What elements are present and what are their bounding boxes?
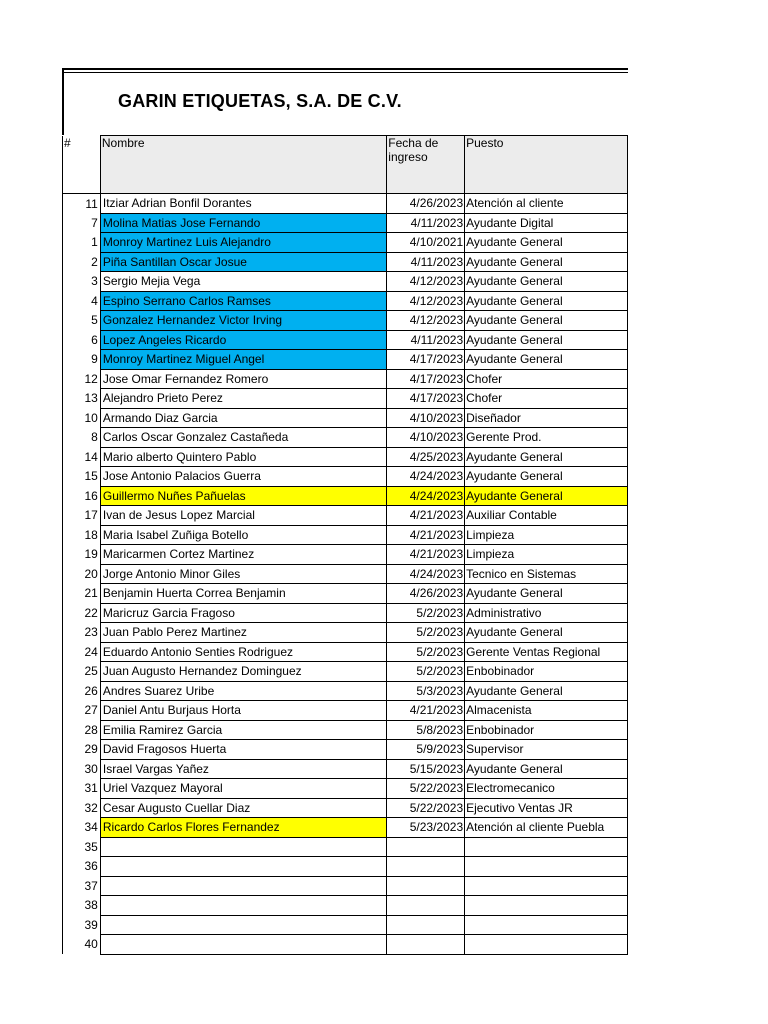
cell-date: 4/21/2023 [387, 545, 465, 565]
cell-role: Chofer [465, 369, 628, 389]
cell-num: 30 [63, 759, 101, 779]
cell-num: 19 [63, 545, 101, 565]
cell-num: 38 [63, 896, 101, 916]
cell-num: 5 [63, 311, 101, 331]
table-row [63, 525, 628, 545]
cell-role: Atención al cliente Puebla [465, 818, 628, 838]
table-row [63, 564, 628, 584]
employee-table [62, 135, 628, 955]
cell-date: 5/2/2023 [387, 623, 465, 643]
cell-date: 4/11/2023 [387, 213, 465, 233]
cell-num: 21 [63, 584, 101, 604]
table-row [63, 311, 628, 331]
cell-name: Israel Vargas Yañez [100, 759, 386, 779]
cell-num: 28 [63, 720, 101, 740]
table-row [63, 857, 628, 877]
table-row [63, 506, 628, 526]
table-row [63, 759, 628, 779]
cell-name: Emilia Ramirez Garcia [100, 720, 386, 740]
cell-name: David Fragosos Huerta [100, 740, 386, 760]
cell-name: Lopez Angeles Ricardo [100, 330, 386, 350]
cell-name: Maricruz Garcia Fragoso [100, 603, 386, 623]
cell-num: 14 [63, 447, 101, 467]
cell-num: 25 [63, 662, 101, 682]
cell-name: Itziar Adrian Bonfil Dorantes [100, 194, 386, 214]
table-row [63, 233, 628, 253]
cell-num: 6 [63, 330, 101, 350]
table-row [63, 330, 628, 350]
cell-num: 1 [63, 233, 101, 253]
table-row [63, 818, 628, 838]
cell-num: 34 [63, 818, 101, 838]
table-row [63, 896, 628, 916]
header-role: Puesto [465, 136, 628, 194]
cell-name: Maricarmen Cortez Martinez [100, 545, 386, 565]
cell-role: Supervisor [465, 740, 628, 760]
cell-date: 5/2/2023 [387, 642, 465, 662]
table-row [63, 623, 628, 643]
cell-date [387, 935, 465, 955]
cell-date: 4/24/2023 [387, 486, 465, 506]
cell-role: Enbobinador [465, 662, 628, 682]
cell-date [387, 857, 465, 877]
cell-num: 39 [63, 915, 101, 935]
table-row [63, 642, 628, 662]
cell-role: Electromecanico [465, 779, 628, 799]
cell-name: Ivan de Jesus Lopez Marcial [100, 506, 386, 526]
cell-date: 4/12/2023 [387, 291, 465, 311]
cell-name [100, 857, 386, 877]
header-row [63, 136, 628, 194]
cell-name: Mario alberto Quintero Pablo [100, 447, 386, 467]
cell-num: 31 [63, 779, 101, 799]
cell-date: 5/22/2023 [387, 798, 465, 818]
cell-role: Ayudante General [465, 252, 628, 272]
cell-date: 5/3/2023 [387, 681, 465, 701]
table-row [63, 701, 628, 721]
table-row [63, 798, 628, 818]
cell-role [465, 935, 628, 955]
document-title: GARIN ETIQUETAS, S.A. DE C.V. [118, 91, 402, 111]
cell-role: Chofer [465, 389, 628, 409]
cell-role: Ayudante Digital [465, 213, 628, 233]
cell-date: 4/26/2023 [387, 194, 465, 214]
header-date-line2: ingreso [388, 150, 428, 164]
cell-name: Juan Pablo Perez Martinez [100, 623, 386, 643]
cell-name: Guillermo Nuñes Pañuelas [100, 486, 386, 506]
cell-num: 10 [63, 408, 101, 428]
cell-num: 17 [63, 506, 101, 526]
spreadsheet [62, 68, 628, 955]
cell-num: 36 [63, 857, 101, 877]
cell-role: Tecnico en Sistemas [465, 564, 628, 584]
cell-date: 4/17/2023 [387, 350, 465, 370]
cell-num: 37 [63, 876, 101, 896]
cell-date: 4/12/2023 [387, 311, 465, 331]
cell-role: Ayudante General [465, 623, 628, 643]
cell-name [100, 896, 386, 916]
table-row [63, 350, 628, 370]
cell-date: 5/9/2023 [387, 740, 465, 760]
cell-role: Ayudante General [465, 467, 628, 487]
cell-role: Ayudante General [465, 759, 628, 779]
cell-date: 4/24/2023 [387, 467, 465, 487]
cell-role: Atención al cliente [465, 194, 628, 214]
cell-name: Uriel Vazquez Mayoral [100, 779, 386, 799]
cell-date: 5/2/2023 [387, 662, 465, 682]
cell-role: Ayudante General [465, 330, 628, 350]
title-box [62, 68, 628, 135]
cell-num: 13 [63, 389, 101, 409]
cell-num: 24 [63, 642, 101, 662]
table-row [63, 681, 628, 701]
table-row [63, 194, 628, 214]
cell-role: Gerente Prod. [465, 428, 628, 448]
cell-name: Ricardo Carlos Flores Fernandez [100, 818, 386, 838]
cell-date: 4/17/2023 [387, 389, 465, 409]
table-row [63, 779, 628, 799]
cell-name: Maria Isabel Zuñiga Botello [100, 525, 386, 545]
table-row [63, 467, 628, 487]
cell-date: 4/21/2023 [387, 701, 465, 721]
header-num: # [63, 136, 101, 194]
table-row [63, 213, 628, 233]
cell-role: Auxiliar Contable [465, 506, 628, 526]
cell-role [465, 896, 628, 916]
table-row [63, 740, 628, 760]
table-row [63, 408, 628, 428]
cell-num: 40 [63, 935, 101, 955]
cell-date [387, 876, 465, 896]
cell-num: 26 [63, 681, 101, 701]
cell-num: 16 [63, 486, 101, 506]
table-row [63, 389, 628, 409]
cell-name: Eduardo Antonio Senties Rodriguez [100, 642, 386, 662]
table-row [63, 486, 628, 506]
cell-name: Carlos Oscar Gonzalez Castañeda [100, 428, 386, 448]
cell-date: 4/26/2023 [387, 584, 465, 604]
cell-name: Piña Santillan Oscar Josue [100, 252, 386, 272]
cell-name [100, 915, 386, 935]
cell-date: 4/10/2023 [387, 428, 465, 448]
table-row [63, 545, 628, 565]
cell-name: Cesar Augusto Cuellar Diaz [100, 798, 386, 818]
cell-date: 5/22/2023 [387, 779, 465, 799]
cell-num: 23 [63, 623, 101, 643]
cell-num: 4 [63, 291, 101, 311]
cell-role: Ayudante General [465, 311, 628, 331]
cell-name: Alejandro Prieto Perez [100, 389, 386, 409]
header-date-line1: Fecha de [388, 136, 439, 150]
cell-role: Ayudante General [465, 350, 628, 370]
table-row [63, 584, 628, 604]
table-row [63, 915, 628, 935]
cell-num: 15 [63, 467, 101, 487]
cell-role: Limpieza [465, 545, 628, 565]
cell-role: Ayudante General [465, 584, 628, 604]
cell-num: 18 [63, 525, 101, 545]
table-row [63, 447, 628, 467]
table-row [63, 837, 628, 857]
table-row [63, 935, 628, 955]
cell-name: Daniel Antu Burjaus Horta [100, 701, 386, 721]
cell-num: 8 [63, 428, 101, 448]
header-name: Nombre [100, 136, 386, 194]
cell-date: 4/10/2021 [387, 233, 465, 253]
cell-name: Benjamin Huerta Correa Benjamin [100, 584, 386, 604]
table-row [63, 369, 628, 389]
cell-num: 29 [63, 740, 101, 760]
table-row [63, 876, 628, 896]
cell-num: 22 [63, 603, 101, 623]
cell-num: 11 [63, 194, 101, 214]
cell-date: 4/11/2023 [387, 330, 465, 350]
cell-num: 32 [63, 798, 101, 818]
cell-name: Jose Antonio Palacios Guerra [100, 467, 386, 487]
cell-name: Jose Omar Fernandez Romero [100, 369, 386, 389]
cell-role: Enbobinador [465, 720, 628, 740]
cell-date: 5/8/2023 [387, 720, 465, 740]
cell-role [465, 915, 628, 935]
cell-date: 4/10/2023 [387, 408, 465, 428]
cell-name: Monroy Martinez Luis Alejandro [100, 233, 386, 253]
cell-date: 4/11/2023 [387, 252, 465, 272]
cell-num: 3 [63, 272, 101, 292]
cell-date: 4/17/2023 [387, 369, 465, 389]
cell-name: Juan Augusto Hernandez Dominguez [100, 662, 386, 682]
cell-role: Ayudante General [465, 681, 628, 701]
cell-date: 4/24/2023 [387, 564, 465, 584]
cell-name: Jorge Antonio Minor Giles [100, 564, 386, 584]
cell-name: Andres Suarez Uribe [100, 681, 386, 701]
header-date [387, 136, 465, 194]
cell-name: Molina Matias Jose Fernando [100, 213, 386, 233]
cell-role: Gerente Ventas Regional [465, 642, 628, 662]
cell-name [100, 935, 386, 955]
cell-date: 5/23/2023 [387, 818, 465, 838]
cell-date: 5/15/2023 [387, 759, 465, 779]
cell-name: Armando Diaz Garcia [100, 408, 386, 428]
cell-date: 5/2/2023 [387, 603, 465, 623]
cell-name [100, 876, 386, 896]
cell-role: Diseñador [465, 408, 628, 428]
table-row [63, 662, 628, 682]
cell-name: Monroy Martinez Miguel Angel [100, 350, 386, 370]
cell-role: Administrativo [465, 603, 628, 623]
cell-num: 35 [63, 837, 101, 857]
cell-date [387, 837, 465, 857]
cell-num: 27 [63, 701, 101, 721]
table-body [63, 194, 628, 955]
table-row [63, 291, 628, 311]
cell-date: 4/25/2023 [387, 447, 465, 467]
cell-date [387, 915, 465, 935]
cell-num: 7 [63, 213, 101, 233]
cell-num: 12 [63, 369, 101, 389]
table-row [63, 272, 628, 292]
cell-role [465, 857, 628, 877]
cell-role [465, 837, 628, 857]
table-row [63, 252, 628, 272]
cell-role: Ayudante General [465, 486, 628, 506]
cell-role: Ayudante General [465, 447, 628, 467]
cell-date: 4/21/2023 [387, 506, 465, 526]
cell-name: Gonzalez Hernandez Victor Irving [100, 311, 386, 331]
cell-date: 4/21/2023 [387, 525, 465, 545]
cell-role: Ayudante General [465, 291, 628, 311]
cell-num: 2 [63, 252, 101, 272]
cell-role: Almacenista [465, 701, 628, 721]
table-row [63, 603, 628, 623]
cell-date: 4/12/2023 [387, 272, 465, 292]
cell-role: Ejecutivo Ventas JR [465, 798, 628, 818]
cell-role: Limpieza [465, 525, 628, 545]
cell-date [387, 896, 465, 916]
table-row [63, 428, 628, 448]
cell-num: 20 [63, 564, 101, 584]
table-row [63, 720, 628, 740]
cell-num: 9 [63, 350, 101, 370]
cell-name [100, 837, 386, 857]
cell-role: Ayudante General [465, 233, 628, 253]
cell-role: Ayudante General [465, 272, 628, 292]
cell-name: Espino Serrano Carlos Ramses [100, 291, 386, 311]
cell-name: Sergio Mejia Vega [100, 272, 386, 292]
cell-role [465, 876, 628, 896]
